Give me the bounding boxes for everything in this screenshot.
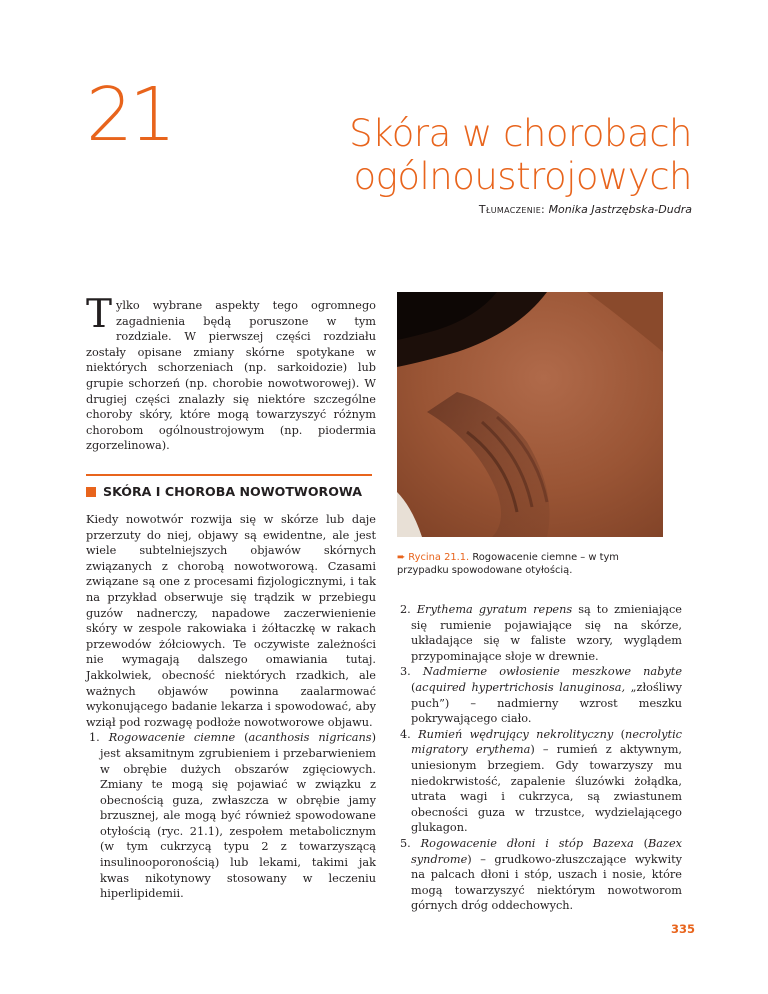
- left-list: [86, 730, 376, 902]
- list-item: 3. Nadmierne owłosienie meszkowe nabyte (acquired hypertrichosis lanuginosa, „złośliwy puch”) – nadmierny wzrost meszku pokrywającego ciało.: [400, 665, 683, 726]
- section-heading: [86, 484, 362, 499]
- figure-caption-text: Rogowacenie ciemne – w tym przypadku spowodowane otyłością.: [397, 552, 619, 576]
- chapter-number: 21: [86, 72, 173, 158]
- chapter-title-line2: ogólnoustrojowych: [353, 155, 692, 198]
- square-bullet-icon: [86, 487, 96, 497]
- translator-label: Tłumaczenie:: [478, 203, 546, 216]
- right-column: [397, 602, 682, 914]
- right-list: [397, 602, 682, 914]
- section-heading-text: SKÓRA I CHOROBA NOWOTWOROWA: [103, 484, 362, 499]
- intro-paragraph: [86, 292, 376, 454]
- section-paragraph: Kiedy nowotwór rozwija się w skórze lub daje przerzuty do niej, objawy są ewidentne, ale jest wiele subtelniejszych objawów skórnych związanych z chorobą nowotworową. Czasami związane są one z procesami fizjologicznymi, i tak na przykład obserwuje się trądzik w przebiegu guzów nadnerczy, napadowe zaczerwienienie skóry w zespole rakowiaka i żółtaczkę w rakach przewodów żółciowych. Te oczywiste zależności nie wymagają dalszego omawiania tutaj. Jakkolwiek, obecność niektórych rzadkich, ale ważnych objawów powinna zaalarmować wykonującego badanie lekarza i spowodować, aby wziął pod rozwagę podłoże nowotworowe objawu.: [86, 513, 376, 729]
- armpit-photo-image: [397, 292, 663, 537]
- drop-cap: T: [86, 292, 113, 337]
- figure-photo: [397, 292, 663, 537]
- translator-name: Monika Jastrzębska-Dudra: [548, 203, 692, 216]
- translator-credit: [479, 203, 692, 216]
- page-number: 335: [670, 922, 695, 936]
- list-item: 4. Rumień wędrujący nekrolityczny (necrolytic migratory erythema) – rumień z aktywnym, uniesionym brzegiem. Gdy towarzyszy mu niedokrwistość, zapalenie śluzówki żołądka, utrata wagi i cukrzyca, są zwiastunem obecności guza w trzustce, wydzielającego glukagon.: [400, 727, 683, 835]
- section-divider: [86, 474, 372, 476]
- intro-text: ylko wybrane aspekty tego ogromnego zagadnienia będą poruszone w tym rozdziale. W pierwszej części rozdziału zostały opisane zmiany skórne spotykane w niektórych schorzeniach (np. sarkoidozie) lub grupie schorzeń (np. chorobie nowotworowej). W drugiej części znalazły się niektóre szczególne choroby skóry, które mogą towarzyszyć różnym chorobom ogólnoustrojowym (np. piodermia zgorzelinowa).: [86, 299, 376, 453]
- figure-label: Rycina 21.1.: [408, 552, 470, 563]
- list-item: 1. Rogowacenie ciemne (acanthosis nigricans) jest aksamitnym zgrubieniem i przebarwieniem w obrębie dużych obszarów zgięciowych. Zmiany te mogą się pojawiać w związku z obecnością guza, zwłaszcza w obrębie jamy brzusznej, ale mogą być również spowodowane otyłością (ryc. 21.1), zespołem metabolicznym (w tym cukrzycą typu 2 z towarzyszącą insulinooporonością) lub lekami, takimi jak kwas nikotynowy stosowany w leczeniu hiperlipidemii.: [89, 731, 377, 901]
- chapter-title-line1: Skóra w chorobach: [349, 112, 692, 155]
- caption-arrow-icon: ➨: [397, 552, 406, 563]
- chapter-title: [349, 112, 692, 198]
- list-item: 2. Erythema gyratum repens są to zmieniające się rumienie pojawiające się na skórze, układające się w faliste wzory, wyglądem przypominające słoje w drewnie.: [400, 603, 682, 663]
- left-column: [86, 512, 376, 902]
- list-item: 5. Rogowacenie dłoni i stóp Bazexa (Bazex syndrome) – grudkowo-złuszczające wykwity na palcach dłoni i stóp, uszach i nosie, które mogą towarzyszyć niektórym nowotworom górnych dróg oddechowych.: [400, 836, 683, 913]
- figure-caption: [397, 552, 673, 577]
